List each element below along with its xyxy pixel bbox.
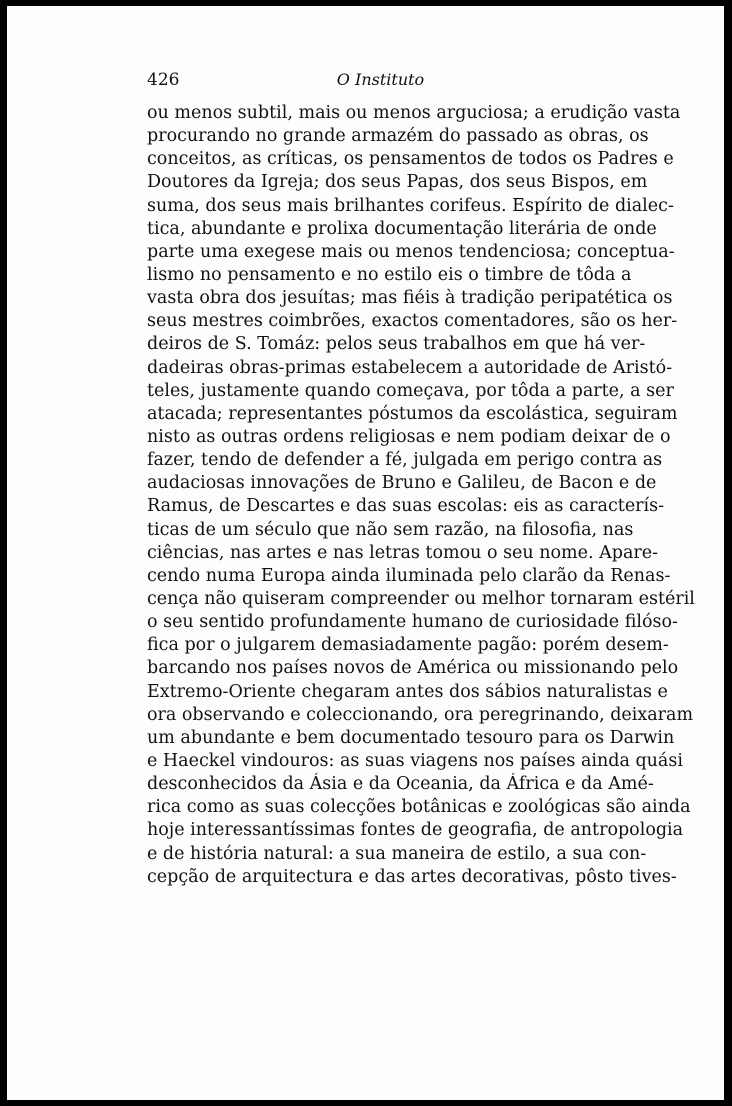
text-line: tica, abundante e prolixa documentação literária de onde — [147, 218, 657, 239]
text-line: conceitos, as críticas, os pensamentos de todos os Padres e — [147, 149, 674, 170]
text-line: Extremo-Oriente chegaram antes dos sábios naturalistas e — [147, 681, 668, 702]
text-line: Ramus, de Descartes e das suas escolas: eis as caracterís- — [147, 496, 665, 517]
text-line: desconhecidos da Ásia e da Oceania, da África e da Amé- — [147, 774, 654, 795]
text-line: audaciosas innovações de Bruno e Galileu, de Bacon e de — [147, 473, 657, 494]
text-line: um abundante e bem documentado tesouro para os Darwin — [147, 727, 675, 748]
text-line: barcando nos países novos de América ou missionando pelo — [147, 658, 679, 679]
page-number: 426 — [147, 70, 180, 90]
text-line: procurando no grande armazém do passado as obras, os — [147, 126, 649, 147]
text-line: cepção de arquitectura e das artes decorativas, pôsto tives- — [147, 866, 677, 887]
text-line: ora observando e coleccionando, ora peregrinando, deixaram — [147, 704, 694, 725]
text-line: fazer, tendo de defender a fé, julgada em perigo contra as — [147, 450, 663, 471]
text-line: vasta obra dos jesuítas; mas fiéis à tradição peripatética os — [147, 288, 673, 309]
text-line: parte uma exegese mais ou menos tendenciosa; conceptua- — [147, 241, 675, 262]
text-line: o seu sentido profundamente humano de curiosidade filóso- — [147, 612, 678, 633]
text-line: ticas de um século que não sem razão, na filosofia, nas — [147, 519, 634, 540]
text-line: hoje interessantíssimas fontes de geografia, de antropologia — [147, 820, 684, 841]
text-line: lismo no pensamento e no estilo eis o timbre de tôda a — [147, 264, 632, 285]
text-line: seus mestres coimbrões, exactos comentadores, são os her- — [147, 311, 678, 332]
text-line: atacada; representantes póstumos da escolástica, seguiram — [147, 403, 678, 424]
book-page — [7, 6, 724, 1100]
text-line: dadeiras obras-primas estabelecem a autoridade de Aristó- — [147, 357, 673, 378]
text-line: cendo numa Europa ainda iluminada pelo clarão da Renas- — [147, 565, 671, 586]
text-line: suma, dos seus mais brilhantes corifeus. Espírito de dialec- — [147, 195, 674, 216]
text-line: rica como as suas colecções botânicas e zoológicas são ainda — [147, 797, 691, 818]
page-header — [7, 70, 724, 96]
text-line: Doutores da Igreja; dos seus Papas, dos seus Bispos, em — [147, 172, 648, 193]
text-line: teles, justamente quando começava, por tôda a parte, a ser — [147, 380, 674, 401]
text-line: ou menos subtil, mais ou menos arguciosa; a erudição vasta — [147, 103, 681, 123]
text-line: fica por o julgarem demasiadamente pagão: porém desem- — [147, 635, 669, 656]
text-line: ciências, nas artes e nas letras tomou o seu nome. Apare- — [147, 542, 659, 563]
text-line: e Haeckel vindouros: as suas viagens nos países ainda quási — [147, 750, 683, 771]
text-line: deiros de S. Tomáz: pelos seus trabalhos em que há ver- — [147, 334, 646, 355]
body-text — [147, 102, 724, 889]
text-line: nisto as outras ordens religiosas e nem podiam deixar de o — [147, 426, 671, 447]
running-title: O Instituto — [336, 70, 425, 89]
text-line: e de história natural: a sua maneira de estilo, a sua con- — [147, 843, 647, 864]
text-line: cença não quiseram compreender ou melhor tornaram estéril — [147, 588, 695, 609]
